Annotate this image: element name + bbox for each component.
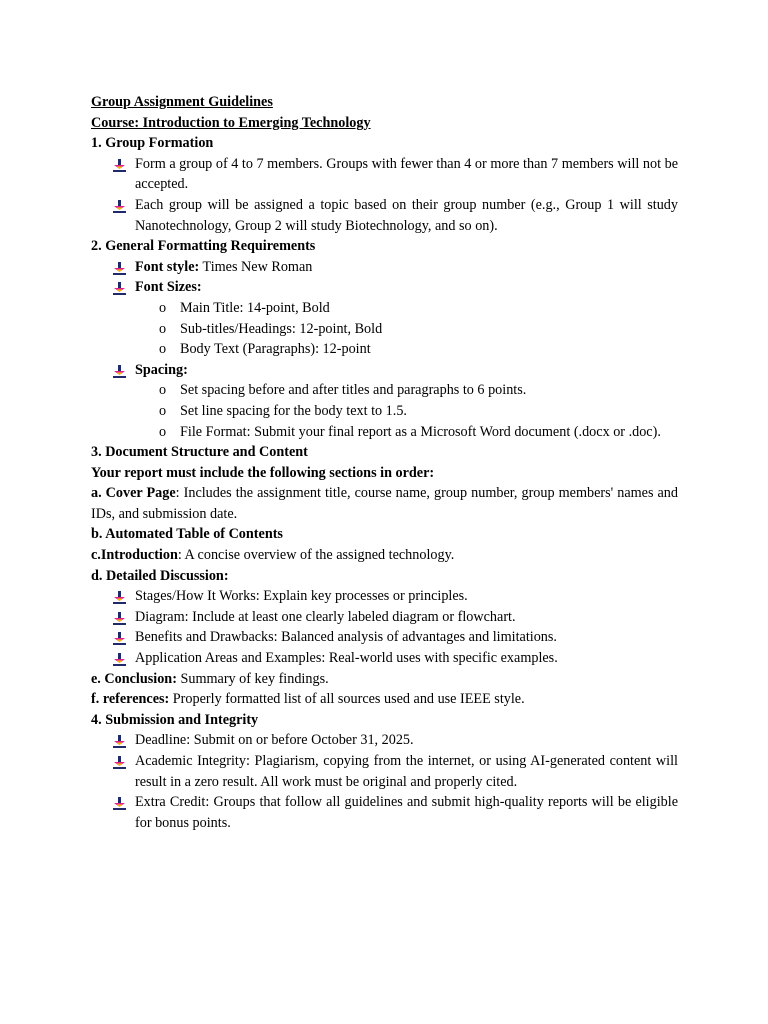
sub-list-item: o Sub-titles/Headings: 12-point, Bold (91, 319, 678, 340)
arrow-bullet-icon (113, 652, 126, 665)
circle-bullet-icon: o (159, 320, 167, 337)
paragraph-conclusion: e. Conclusion: Summary of key findings. (91, 670, 329, 687)
list-item: Stages/How It Works: Explain key processes or principles. (91, 586, 678, 607)
sub-list-item: o Set line spacing for the body text to 1.5. (91, 401, 678, 422)
section-heading-formatting: 2. General Formatting Requirements (91, 238, 316, 255)
circle-bullet-icon: o (159, 341, 167, 358)
list-item: Deadline: Submit on or before October 31, 2025. (91, 730, 678, 751)
arrow-bullet-icon (113, 734, 126, 747)
section-heading-submission: 4. Submission and Integrity (91, 711, 259, 728)
circle-bullet-icon: o (159, 423, 167, 440)
list-item: Each group will be assigned a topic based on their group number (e.g., Group 1 will study Nanotechnology, Group 2 will study Biotechnology, and so on). (91, 195, 678, 236)
list-item: Spacing: (91, 360, 678, 381)
arrow-bullet-icon (113, 796, 126, 809)
course-title: Course: Introduction to Emerging Technology (91, 114, 371, 131)
arrow-bullet-icon (113, 755, 126, 768)
section-intro: Your report must include the following sections in order: (91, 464, 435, 481)
document-body (91, 92, 678, 833)
section-heading-structure: 3. Document Structure and Content (91, 444, 308, 461)
circle-bullet-icon: o (159, 299, 167, 316)
sub-list-item: o Main Title: 14-point, Bold (91, 298, 678, 319)
list-item: Benefits and Drawbacks: Balanced analysis of advantages and limitations. (91, 627, 678, 648)
circle-bullet-icon: o (159, 402, 167, 419)
list-item: Application Areas and Examples: Real-world uses with specific examples. (91, 648, 678, 669)
list-item: Form a group of 4 to 7 members. Groups with fewer than 4 or more than 7 members will not be accepted. (91, 154, 678, 195)
arrow-bullet-icon (113, 611, 126, 624)
arrow-bullet-icon (113, 158, 126, 171)
list-item: Font style: Times New Roman (91, 257, 678, 278)
list-item: Diagram: Include at least one clearly labeled diagram or flowchart. (91, 607, 678, 628)
list-item: Extra Credit: Groups that follow all guidelines and submit high-quality reports will be eligible for bonus points. (91, 792, 678, 833)
sub-list-item: o Set spacing before and after titles and paragraphs to 6 points. (91, 380, 678, 401)
list-item: Academic Integrity: Plagiarism, copying from the internet, or using AI-generated content will result in a zero result. All work must be original and properly cited. (91, 751, 678, 792)
sub-list-item: o Body Text (Paragraphs): 12-point (91, 339, 678, 360)
sub-list-item: o File Format: Submit your final report as a Microsoft Word document (.docx or .doc). (91, 422, 678, 443)
paragraph-references: f. references: Properly formatted list of all sources used and use IEEE style. (91, 691, 525, 708)
paragraph-cover-page: a. Cover Page: Includes the assignment title, course name, group number, group members' names and IDs, and submission date. (91, 485, 678, 522)
paragraph-discussion: d. Detailed Discussion: (91, 567, 229, 584)
arrow-bullet-icon (113, 590, 126, 603)
arrow-bullet-icon (113, 631, 126, 644)
arrow-bullet-icon (113, 199, 126, 212)
circle-bullet-icon: o (159, 382, 167, 399)
arrow-bullet-icon (113, 364, 126, 377)
document-title: Group Assignment Guidelines (91, 94, 273, 110)
section-heading-group-formation: 1. Group Formation (91, 135, 214, 152)
arrow-bullet-icon (113, 281, 126, 294)
paragraph-introduction: c.Introduction: A concise overview of the assigned technology. (91, 547, 455, 564)
paragraph-toc: b. Automated Table of Contents (91, 526, 283, 543)
arrow-bullet-icon (113, 261, 126, 274)
list-item: Font Sizes: (91, 277, 678, 298)
